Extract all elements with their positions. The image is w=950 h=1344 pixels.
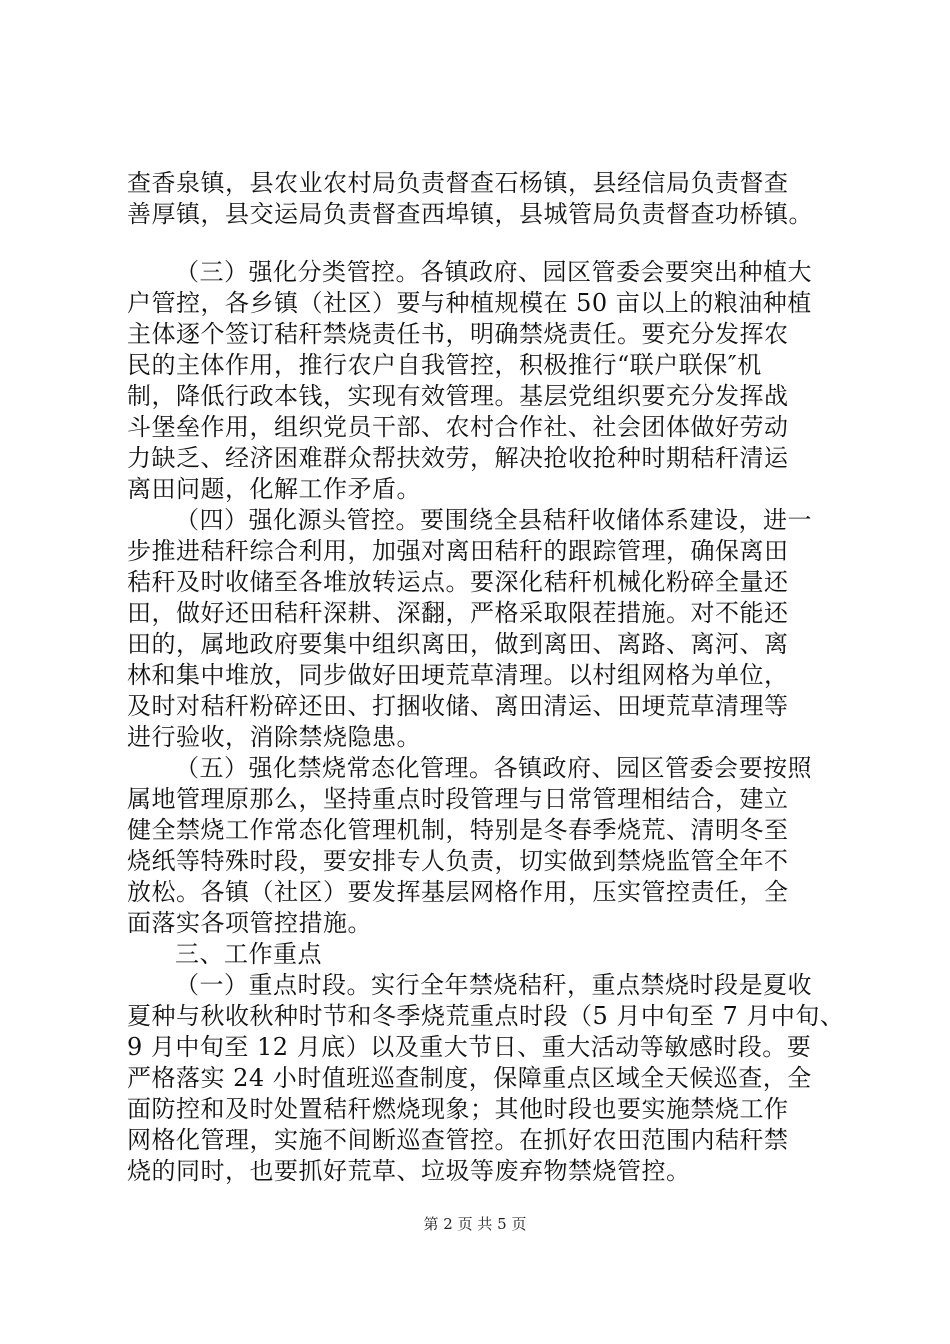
text-line: 夏种与秋收秋种时节和冬季烧荒重点时段（5 月中旬至 7 月中旬、	[127, 1002, 845, 1030]
text-line: 民的主体作用，推行农户自我管控，积极推行“联户联保″机	[127, 351, 762, 379]
text-line: 步推进秸秆综合利用，加强对离田秸秆的跟踪管理，确保离田	[127, 537, 789, 565]
paragraph-start-line: （三）强化分类管控。各镇政府、园区管委会要突出种植大	[175, 258, 812, 286]
text-line: 查香泉镇，县农业农村局负责督查石杨镇，县经信局负责督查	[127, 169, 789, 197]
paragraph-start-line: （一）重点时段。实行全年禁烧秸秆，重点禁烧时段是夏收	[175, 971, 812, 999]
text-line: 面防控和及时处置秸秆燃烧现象；其他时段也要实施禁烧工作	[127, 1095, 789, 1123]
text-line: 严格落实 24 小时值班巡查制度，保障重点区域全天候巡查，全	[127, 1064, 812, 1092]
text-line: 善厚镇，县交运局负责督查西埠镇，县城管局负责督查功桥镇。	[127, 200, 813, 228]
paragraph-start-line: （五）强化禁烧常态化管理。各镇政府、园区管委会要按照	[175, 754, 812, 782]
text-line: 9 月中旬至 12 月底）以及重大节日、重大活动等敏感时段。要	[127, 1033, 812, 1061]
text-line: 林和集中堆放，同步做好田埂荒草清理。以村组网格为单位，	[127, 661, 789, 689]
text-line: 田的，属地政府要集中组织离田，做到离田、离路、离河、离	[127, 630, 789, 658]
text-line: 田，做好还田秸秆深耕、深翻，严格采取限茬措施。对不能还	[127, 599, 789, 627]
text-line: 面落实各项管控措施。	[127, 909, 372, 937]
text-line: 主体逐个签订秸秆禁烧责任书，明确禁烧责任。要充分发挥农	[127, 320, 789, 348]
text-line: 制，降低行政本钱，实现有效管理。基层党组织要充分发挥战	[127, 382, 789, 410]
text-line: 斗堡垒作用，组织党员干部、农村合作社、社会团体做好劳动	[127, 413, 789, 441]
text-line: 健全禁烧工作常态化管理机制，特别是冬春季烧荒、清明冬至	[127, 816, 789, 844]
text-line: 进行验收，消除禁烧隐患。	[127, 723, 421, 751]
text-line: 烧纸等特殊时段，要安排专人负责，切实做到禁烧监管全年不	[127, 847, 789, 875]
text-line: 属地管理原那么，坚持重点时段管理与日常管理相结合，建立	[127, 785, 789, 813]
text-line: 放松。各镇（社区）要发挥基层网格作用，压实管控责任，全	[127, 878, 789, 906]
text-line: 秸秆及时收储至各堆放转运点。要深化秸秆机械化粉碎全量还	[127, 568, 789, 596]
paragraph-start-line: （四）强化源头管控。要围绕全县秸秆收储体系建设，进一	[175, 506, 812, 534]
page-footer: 第 2 页 共 5 页	[423, 1215, 527, 1233]
section-heading: 三、工作重点	[175, 940, 322, 968]
text-line: 力缺乏、经济困难群众帮扶效劳，解决抢收抢种时期秸秆清运	[127, 444, 789, 472]
text-line: 离田问题，化解工作矛盾。	[127, 475, 421, 503]
text-line: 网格化管理，实施不间断巡查管控。在抓好农田范围内秸秆禁	[127, 1126, 789, 1154]
text-line: 烧的同时，也要抓好荒草、垃圾等废弃物禁烧管控。	[127, 1157, 691, 1185]
text-line: 户管控，各乡镇（社区）要与种植规模在 50 亩以上的粮油种植	[127, 289, 812, 317]
paragraph-gap	[127, 230, 832, 257]
text-line: 及时对秸秆粉碎还田、打捆收储、离田清运、田埂荒草清理等	[127, 692, 789, 720]
document-body	[127, 168, 845, 1187]
